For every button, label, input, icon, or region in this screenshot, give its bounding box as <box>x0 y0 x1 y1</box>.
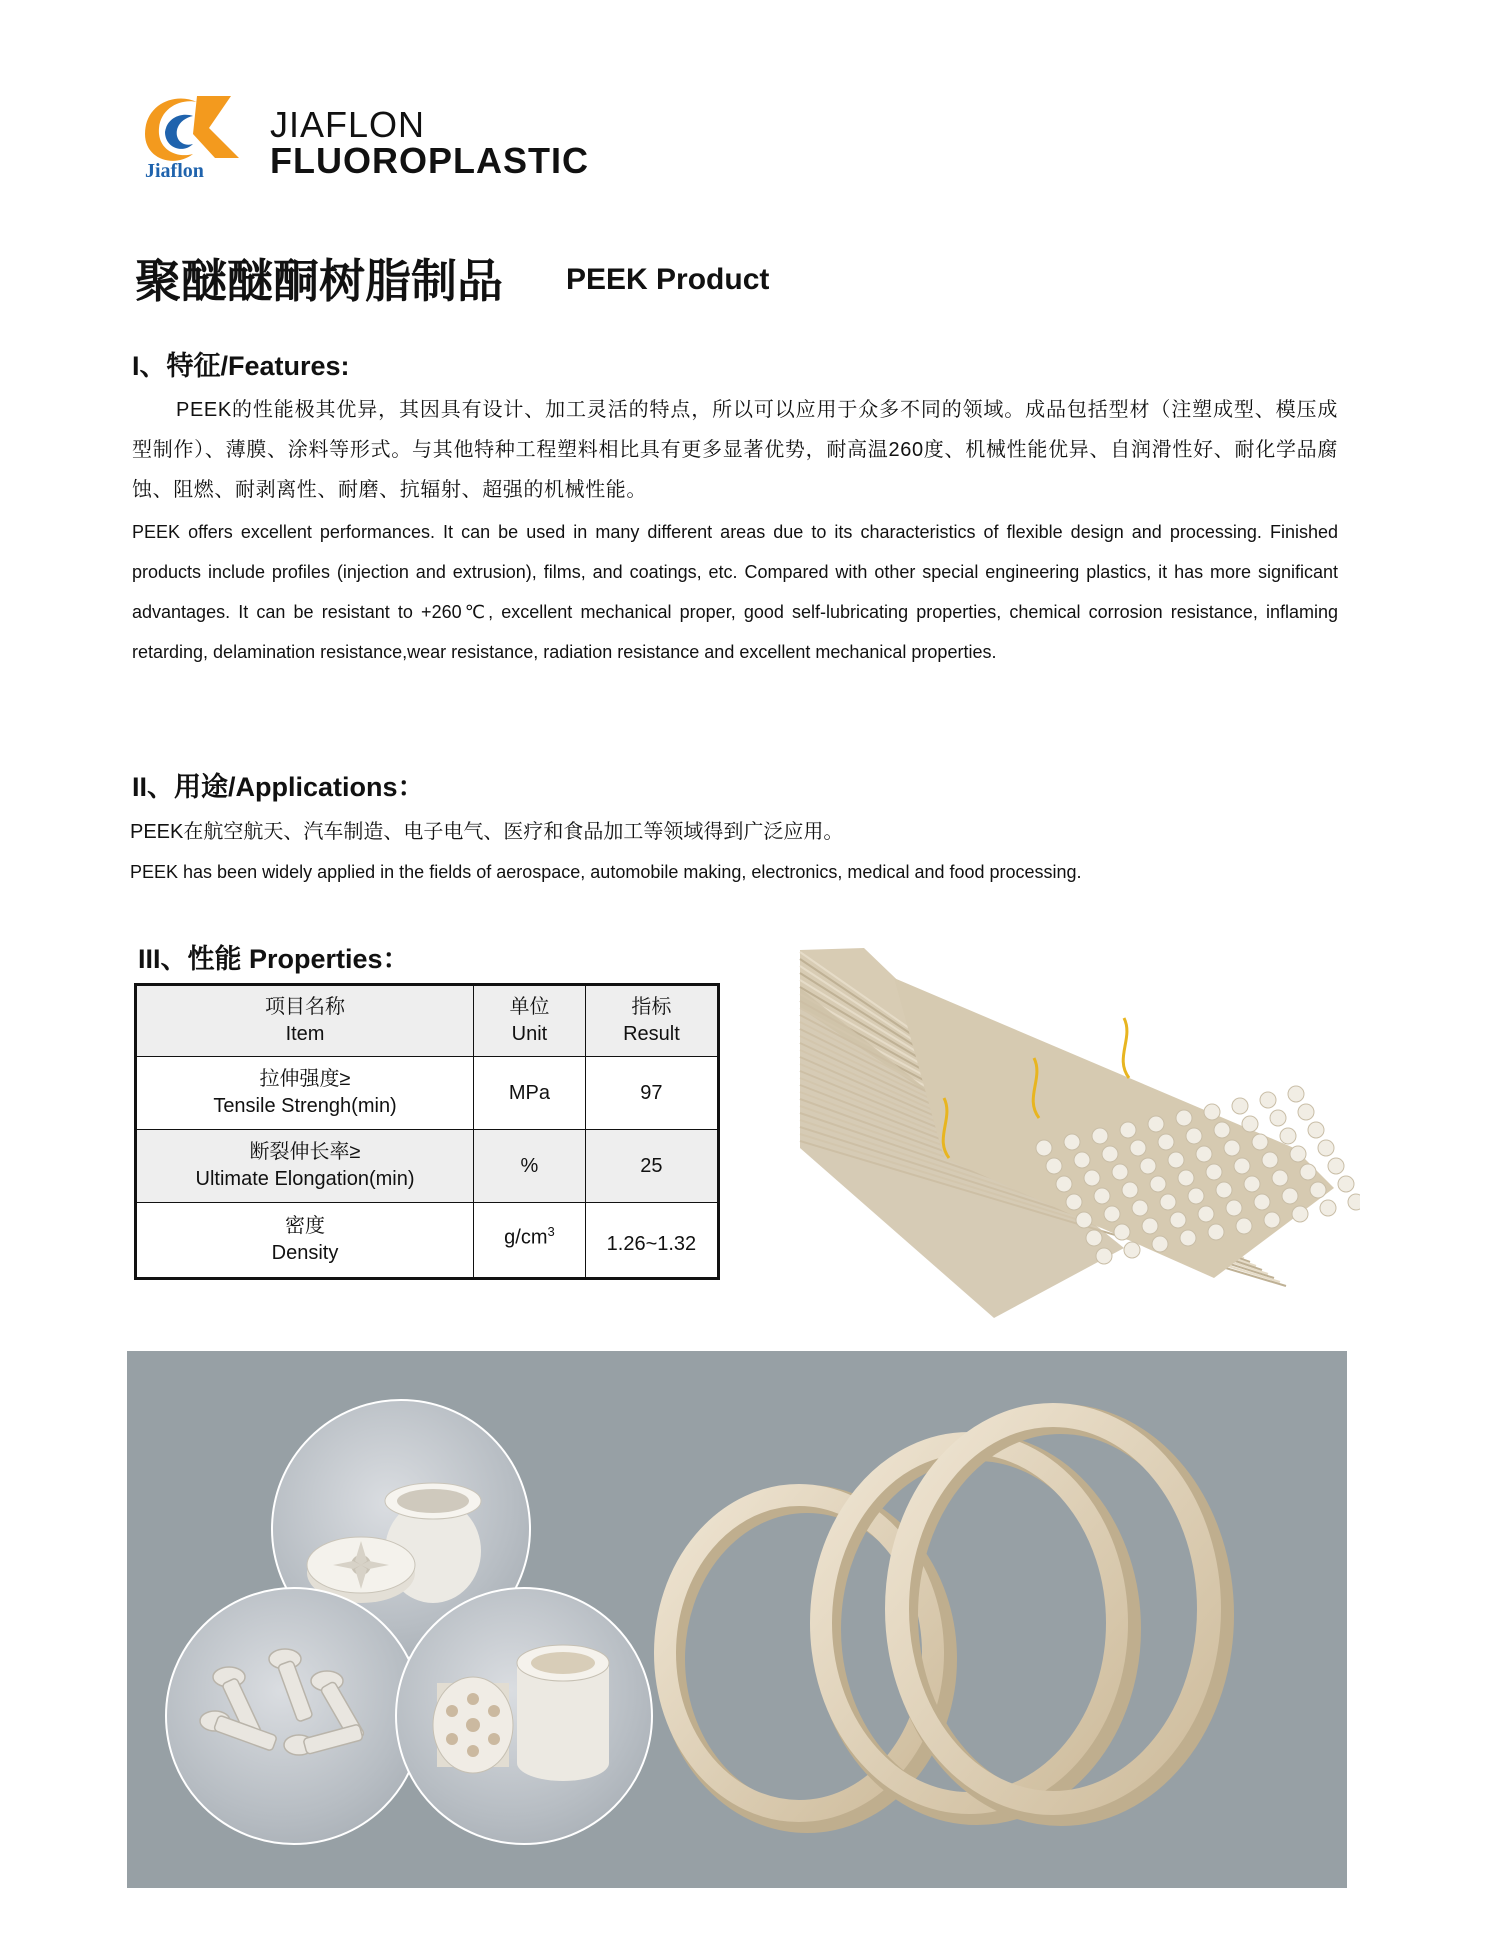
rod-end <box>1298 1104 1314 1120</box>
rod-end <box>1148 1116 1164 1132</box>
page-title-en: PEEK Product <box>566 263 770 296</box>
rod-end <box>1216 1182 1232 1198</box>
rod-end <box>1046 1158 1062 1174</box>
rod-end <box>1036 1140 1052 1156</box>
item-cell <box>136 1203 474 1279</box>
properties-table <box>134 983 720 1280</box>
rod-end <box>1290 1146 1306 1162</box>
rod-end <box>1086 1230 1102 1246</box>
item-name-cn: 断裂伸长率≥ <box>249 1141 361 1163</box>
rod-end <box>1232 1098 1248 1114</box>
rod-end <box>1064 1134 1080 1150</box>
rod-end <box>1124 1242 1140 1258</box>
rod-end <box>1226 1200 1242 1216</box>
rod-end <box>1114 1224 1130 1240</box>
rod-end <box>1338 1176 1354 1192</box>
rod-end <box>1084 1170 1100 1186</box>
features-text-cn: PEEK的性能极其优异，其因具有设计、加工灵活的特点，所以可以应用于众多不同的领域。成品包括型材（注塑成型、模压成型制作）、薄膜、涂料等形式。与其他特种工程塑料相比具有更多显著优势，耐高温260度、机械性能优异、自润滑性好、耐化学品腐蚀、阻燃、耐剥离性、耐磨、抗辐射、超强的机械性能。 <box>132 399 1338 501</box>
rod-end <box>1214 1122 1230 1138</box>
logo-subtitle: Jiaflon <box>145 160 204 182</box>
rod-end <box>1094 1188 1110 1204</box>
brand-name-line2: FLUOROPLASTIC <box>270 140 589 181</box>
rod-end <box>1104 1206 1120 1222</box>
rod-end <box>1288 1086 1304 1102</box>
honeycomb-parts-circle-photo <box>395 1587 653 1845</box>
rod-end <box>1168 1152 1184 1168</box>
header-item-cell <box>136 985 474 1057</box>
properties-heading: III、性能 Properties： <box>138 944 410 974</box>
screws-illustration <box>167 1589 421 1843</box>
features-heading: I、特征/Features: <box>132 351 350 381</box>
rod-end <box>1112 1164 1128 1180</box>
header-result-cell <box>585 985 718 1057</box>
rod-end <box>1262 1152 1278 1168</box>
header-result-cn: 指标 <box>631 996 672 1018</box>
rod-end <box>1142 1218 1158 1234</box>
rod-end <box>1264 1212 1280 1228</box>
rod-end <box>1102 1146 1118 1162</box>
company-logo <box>135 84 655 184</box>
item-name-en: Density <box>271 1242 339 1264</box>
header-item-cn: 项目名称 <box>265 996 346 1018</box>
rod-end <box>1056 1176 1072 1192</box>
header-unit-en: Unit <box>511 1023 548 1045</box>
rod-end <box>1076 1212 1092 1228</box>
ring-middle <box>821 1443 1127 1811</box>
result-cell: 97 <box>585 1057 718 1130</box>
table-row <box>136 1130 719 1203</box>
table-row <box>136 1057 719 1130</box>
rod-end <box>1254 1194 1270 1210</box>
yellow-binding-tape <box>1123 1018 1129 1078</box>
rod-end <box>1244 1176 1260 1192</box>
rod-end <box>1260 1092 1276 1108</box>
rod-end <box>1234 1158 1250 1174</box>
item-name-en: Tensile Strengh(min) <box>213 1095 397 1117</box>
rod-end <box>1224 1140 1240 1156</box>
rod-end <box>1160 1194 1176 1210</box>
rod-end <box>1236 1218 1252 1234</box>
rod-end <box>1320 1200 1336 1216</box>
rod-end <box>1132 1200 1148 1216</box>
result-cell: 1.26~1.32 <box>585 1203 718 1279</box>
peek-rods-photo <box>794 948 1360 1318</box>
rod-end <box>1096 1248 1112 1264</box>
rod-end <box>1176 1110 1192 1126</box>
rod-end <box>1206 1164 1222 1180</box>
page-title-cn: 聚醚醚酮树脂制品 <box>135 255 503 307</box>
header-unit-cell <box>474 985 586 1057</box>
rod-end <box>1300 1164 1316 1180</box>
rod-end <box>1180 1230 1196 1246</box>
rod-end <box>1328 1158 1344 1174</box>
rod-end <box>1188 1188 1204 1204</box>
rod-end <box>1272 1170 1288 1186</box>
rod-end <box>1252 1134 1268 1150</box>
rod-end <box>1122 1182 1138 1198</box>
rod-end <box>1074 1152 1090 1168</box>
rod-end <box>1292 1206 1308 1222</box>
header-item-en: Item <box>285 1023 325 1045</box>
screws-circle-photo <box>165 1587 423 1845</box>
rod-end <box>1318 1140 1334 1156</box>
rod-end <box>1208 1224 1224 1240</box>
honeycomb-parts-illustration <box>397 1589 651 1843</box>
rod-end <box>1158 1134 1174 1150</box>
rod-end <box>1066 1194 1082 1210</box>
rod-end <box>1186 1128 1202 1144</box>
unit-superscript: 3 <box>547 1224 555 1240</box>
rod-end <box>1308 1122 1324 1138</box>
item-cell <box>136 1130 474 1203</box>
rod-end <box>1196 1146 1212 1162</box>
applications-text-en: PEEK has been widely applied in the fields of aerospace, automobile making, electronics, medical and food processing. <box>130 862 1082 882</box>
rod-end <box>1280 1128 1296 1144</box>
result-cell: 25 <box>585 1130 718 1203</box>
table-row <box>136 1203 719 1279</box>
applications-heading: II、用途/Applications： <box>132 772 425 802</box>
brand-name-line1: JIAFLON <box>270 104 426 145</box>
peek-rings-illustration <box>647 1401 1347 1871</box>
applications-text-cn: PEEK在航空航天、汽车制造、电子电气、医疗和食品加工等领域得到广泛应用。 <box>130 821 844 843</box>
unit-cell <box>474 1203 586 1279</box>
item-name-cn: 拉伸强度≥ <box>259 1068 351 1090</box>
rod-end <box>1310 1182 1326 1198</box>
features-text-en: PEEK offers excellent performances. It can be used in many different areas due to its characteristics of flexible design and processing. Finished products include profiles (injection and extrusion), films, and coatings, etc. Compared with other special engineering plastics, it has more significant advantages. It can be resistant to +260℃, excellent mechanical proper, good self-lubricating properties, chemical corrosion resistance, inflaming retarding, delamination resistance,wear resistance, radiation resistance and excellent mechanical properties. <box>132 522 1338 662</box>
product-photo-panel <box>127 1351 1347 1888</box>
unit-text: g/cm <box>504 1226 548 1249</box>
header-result-en: Result <box>623 1023 680 1045</box>
table-header-row <box>136 985 719 1057</box>
item-name-cn: 密度 <box>285 1215 326 1237</box>
rod-end <box>1242 1116 1258 1132</box>
rod-end <box>1170 1212 1186 1228</box>
rod-end <box>1092 1128 1108 1144</box>
unit-cell: % <box>474 1130 586 1203</box>
rod-end <box>1120 1122 1136 1138</box>
rod-end <box>1140 1158 1156 1174</box>
rod-end <box>1270 1110 1286 1126</box>
header-unit-cn: 单位 <box>509 996 550 1018</box>
item-name-en: Ultimate Elongation(min) <box>195 1168 415 1190</box>
rod-end <box>1198 1206 1214 1222</box>
item-cell <box>136 1057 474 1130</box>
rod-end <box>1204 1104 1220 1120</box>
rod-end <box>1348 1194 1360 1210</box>
rod-end <box>1130 1140 1146 1156</box>
unit-cell: MPa <box>474 1057 586 1130</box>
rod-end <box>1178 1170 1194 1186</box>
rod-end <box>1150 1176 1166 1192</box>
rod-end <box>1282 1188 1298 1204</box>
rod-end <box>1152 1236 1168 1252</box>
